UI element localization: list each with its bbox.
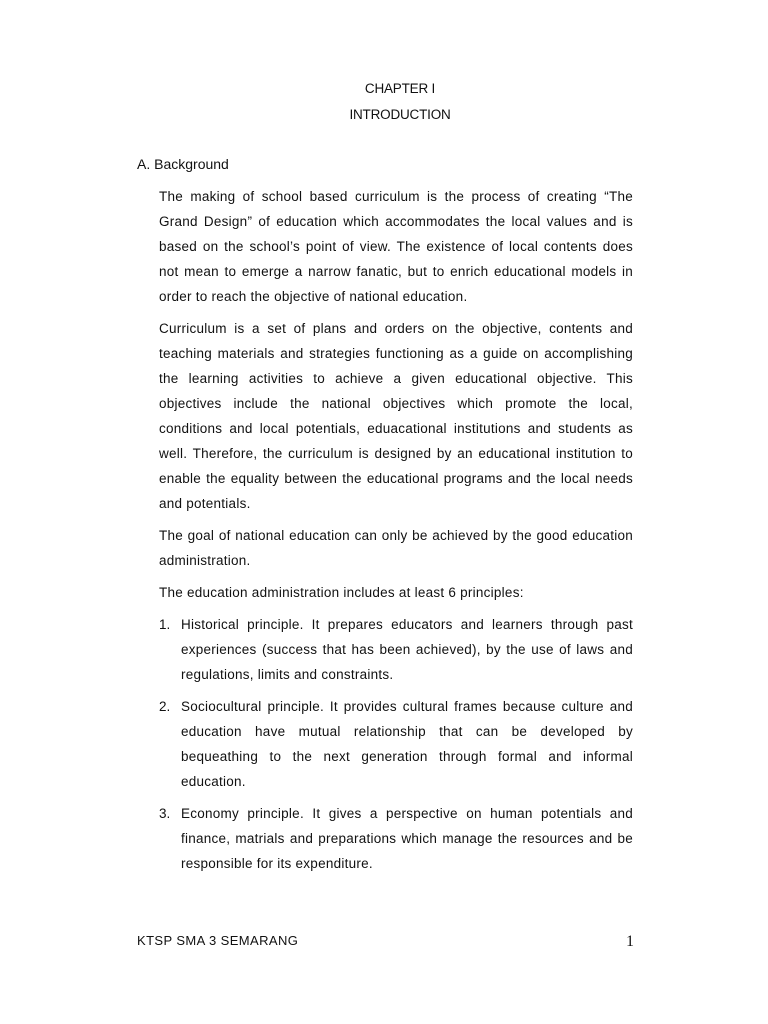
paragraph: The making of school based curriculum is the process of creating “The Grand Design” of education which accommodates the local values and is based on the school’s point of view. The existence of local contents does not mean to emerge a narrow fanatic, but to enrich educational models in order to reach the objective of national education.: [159, 189, 633, 304]
list-item: [159, 612, 633, 687]
section-body: [159, 184, 633, 883]
chapter-number: CHAPTER I: [364, 81, 436, 96]
list-item-number: 3.: [159, 806, 171, 821]
list-item-number: 2.: [159, 699, 171, 714]
list-item-text: Historical principle. It prepares educators and learners through past experiences (success that has been achieved), by the use of laws and regulations, limits and constraints.: [181, 617, 633, 682]
list-item-text: Economy principle. It gives a perspective on human potentials and finance, matrials and preparations which manage the resources and be responsible for its expenditure.: [181, 806, 633, 871]
principles-list: [159, 612, 633, 876]
chapter-title: INTRODUCTION: [349, 107, 451, 122]
paragraph: Curriculum is a set of plans and orders on the objective, contents and teaching materials and strategies functioning as a guide on accomplishing the learning activities to achieve a given educational objective. This objectives include the national objectives which promote the local, conditions and local potentials, eduacational institutions and students as well. Therefore, the curriculum is designed by an educational institution to enable the equality between the educational programs and the local needs and potentials.: [159, 321, 633, 511]
list-item: [159, 694, 633, 794]
page-number: 1: [626, 933, 634, 950]
footer-document-label: KTSP SMA 3 SEMARANG: [137, 933, 299, 948]
paragraph: The goal of national education can only be achieved by the good education administration.: [159, 528, 633, 568]
list-item-text: Sociocultural principle. It provides cultural frames because culture and education have mutual relationship that can be developed by bequeathing to the next generation through formal and informal education.: [181, 699, 633, 789]
list-item-number: 1.: [159, 617, 171, 632]
list-item: [159, 801, 633, 876]
section-heading: A. Background: [137, 156, 229, 172]
paragraph: The education administration includes at least 6 principles:: [159, 585, 524, 600]
